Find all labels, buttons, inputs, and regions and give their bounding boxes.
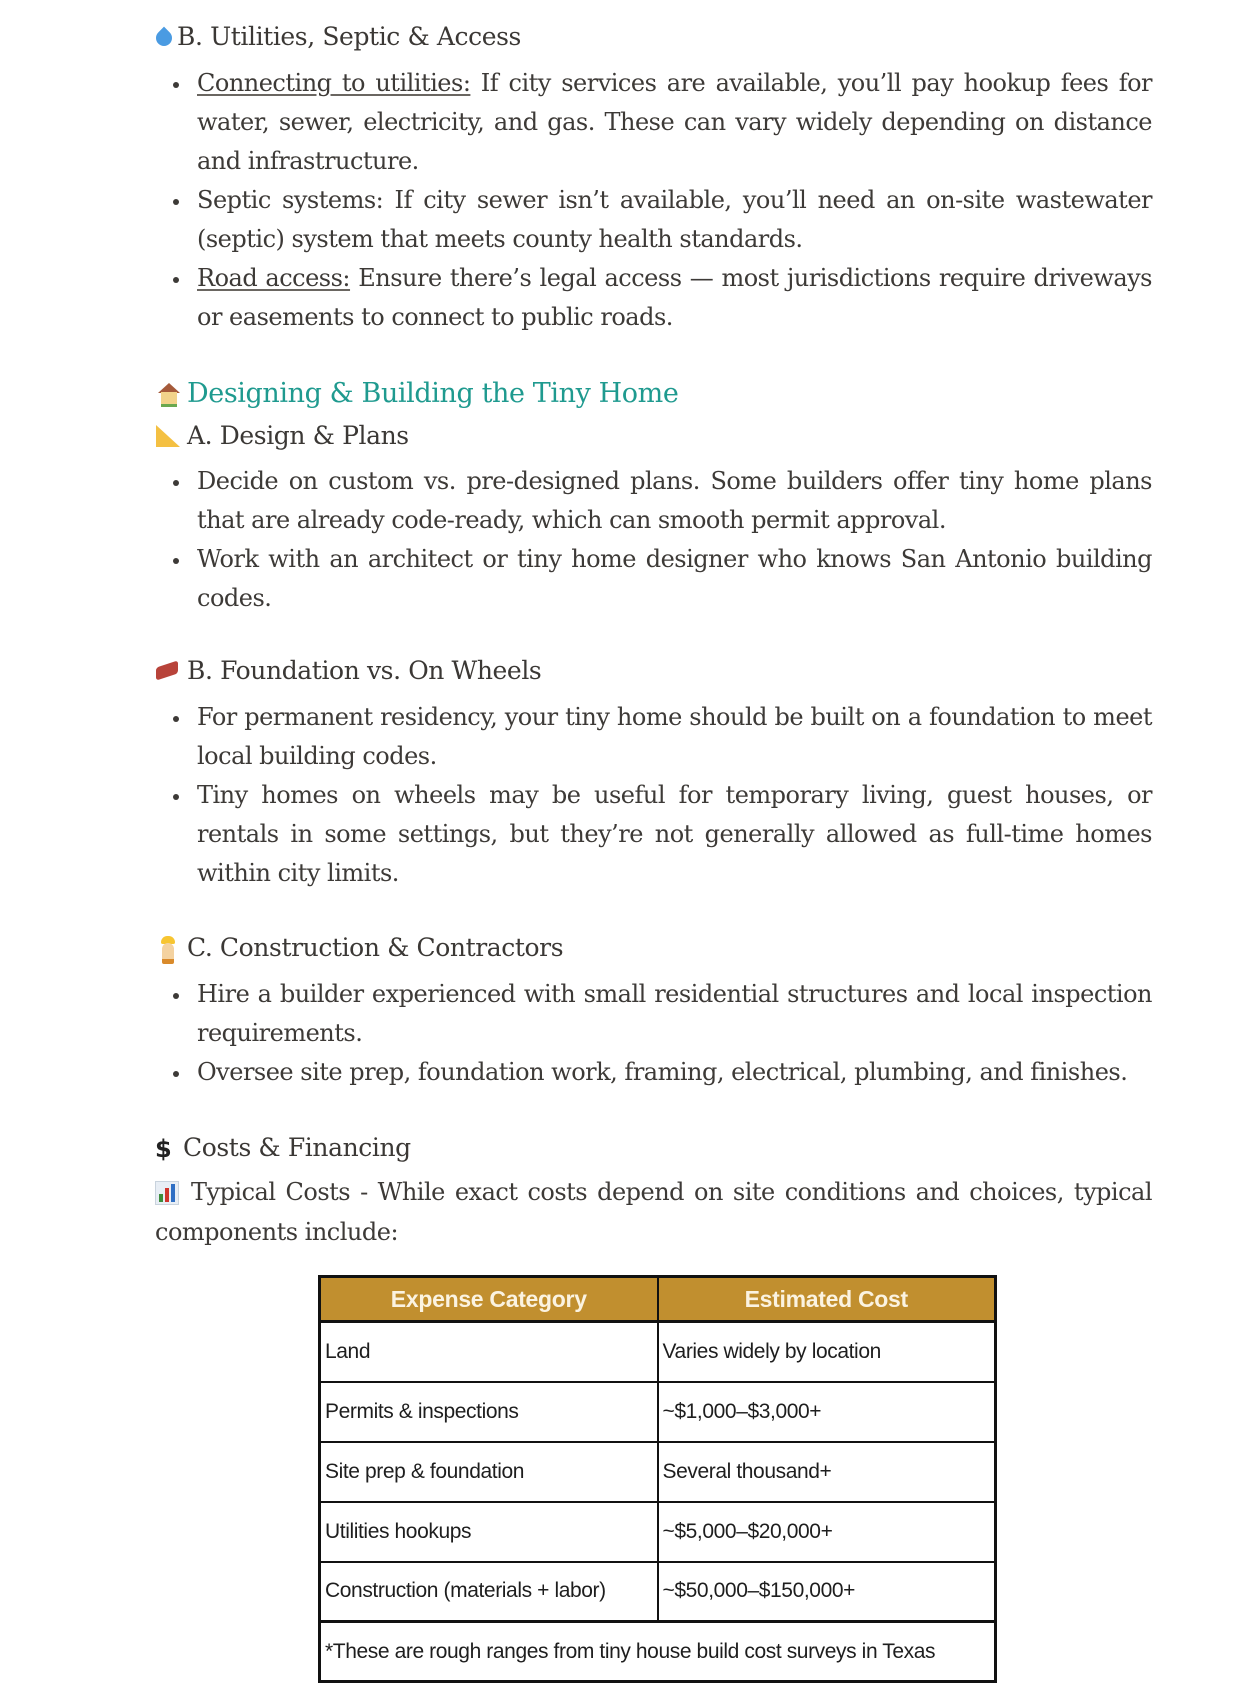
brick-icon (155, 658, 181, 684)
foundation-list (155, 698, 1152, 893)
list-item: Oversee site prep, foundation work, framing, electrical, plumbing, and finishes. (155, 1053, 1152, 1092)
estimated-cost-cell: Several thousand+ (658, 1442, 996, 1502)
droplet-icon (155, 26, 171, 48)
column-header: Expense Category (320, 1277, 658, 1322)
table-row (320, 1442, 996, 1502)
table-header-row (320, 1277, 996, 1322)
link-connecting-to-utilities[interactable]: Connecting to utilities: (197, 69, 471, 97)
estimated-cost-cell: ~$1,000–$3,000+ (658, 1382, 996, 1442)
dollar-icon: $ (155, 1134, 172, 1163)
estimated-cost-cell: ~$50,000–$150,000+ (658, 1562, 996, 1622)
expense-category-cell: Site prep & foundation (320, 1442, 658, 1502)
list-item: Septic systems: If city sewer isn’t available, you’ll need an on-site wastewater (septic) system that meets county health standards. (155, 181, 1152, 259)
heading-utilities-septic-access: B. Utilities, Septic & Access (155, 22, 521, 51)
heading-foundation-vs-wheels: B. Foundation vs. On Wheels (155, 656, 541, 685)
typical-costs-intro: Typical Costs - While exact costs depend on site conditions and choices, typical components include: (155, 1178, 1152, 1246)
column-header: Estimated Cost (658, 1277, 996, 1322)
heading-construction-contractors: C. Construction & Contractors (155, 933, 563, 962)
list-item: Hire a builder experienced with small residential structures and local inspection requirements. (155, 975, 1152, 1053)
table-footnote: *These are rough ranges from tiny house build cost surveys in Texas (320, 1622, 996, 1682)
table-row (320, 1322, 996, 1382)
expense-category-cell: Permits & inspections (320, 1382, 658, 1442)
expense-category-cell: Construction (materials + labor) (320, 1562, 658, 1622)
list-item: For permanent residency, your tiny home should be built on a foundation to meet local building codes. (155, 698, 1152, 776)
list-item: Work with an architect or tiny home designer who knows San Antonio building codes. (155, 540, 1152, 618)
utilities-list (155, 64, 1152, 337)
link-road-access[interactable]: Road access: (197, 264, 351, 292)
list-item: Tiny homes on wheels may be useful for temporary living, guest houses, or rentals in some settings, but they’re not generally allowed as full-time homes within city limits. (155, 776, 1152, 893)
construction-list (155, 975, 1152, 1092)
expense-category-cell: Land (320, 1322, 658, 1382)
expense-category-cell: Utilities hookups (320, 1502, 658, 1562)
table-row (320, 1502, 996, 1562)
heading-design-plans: A. Design & Plans (155, 421, 409, 450)
heading-designing-building: Designing & Building the Tiny Home (155, 378, 678, 409)
bar-chart-icon (155, 1181, 179, 1205)
estimated-cost-cell: Varies widely by location (658, 1322, 996, 1382)
list-item: Decide on custom vs. pre-designed plans. Some builders offer tiny home plans that are already code-ready, which can smooth permit approval. (155, 462, 1152, 540)
triangular-ruler-icon (155, 423, 181, 449)
estimated-cost-cell: ~$5,000–$20,000+ (658, 1502, 996, 1562)
design-plans-list (155, 462, 1152, 618)
table-footnote-row (320, 1622, 996, 1682)
cost-table (318, 1275, 997, 1683)
heading-costs-financing: $ Costs & Financing (155, 1133, 411, 1163)
table-row (320, 1562, 996, 1622)
list-item: Connecting to utilities: If city services are available, you’ll pay hookup fees for water, sewer, electricity, and gas. These can vary widely depending on distance and infrastructure. (155, 64, 1152, 181)
house-icon (155, 381, 181, 407)
list-item: Road access: Ensure there’s legal access — most jurisdictions require driveways or easements to connect to public roads. (155, 259, 1152, 337)
construction-worker-icon (155, 935, 181, 961)
table-row (320, 1382, 996, 1442)
